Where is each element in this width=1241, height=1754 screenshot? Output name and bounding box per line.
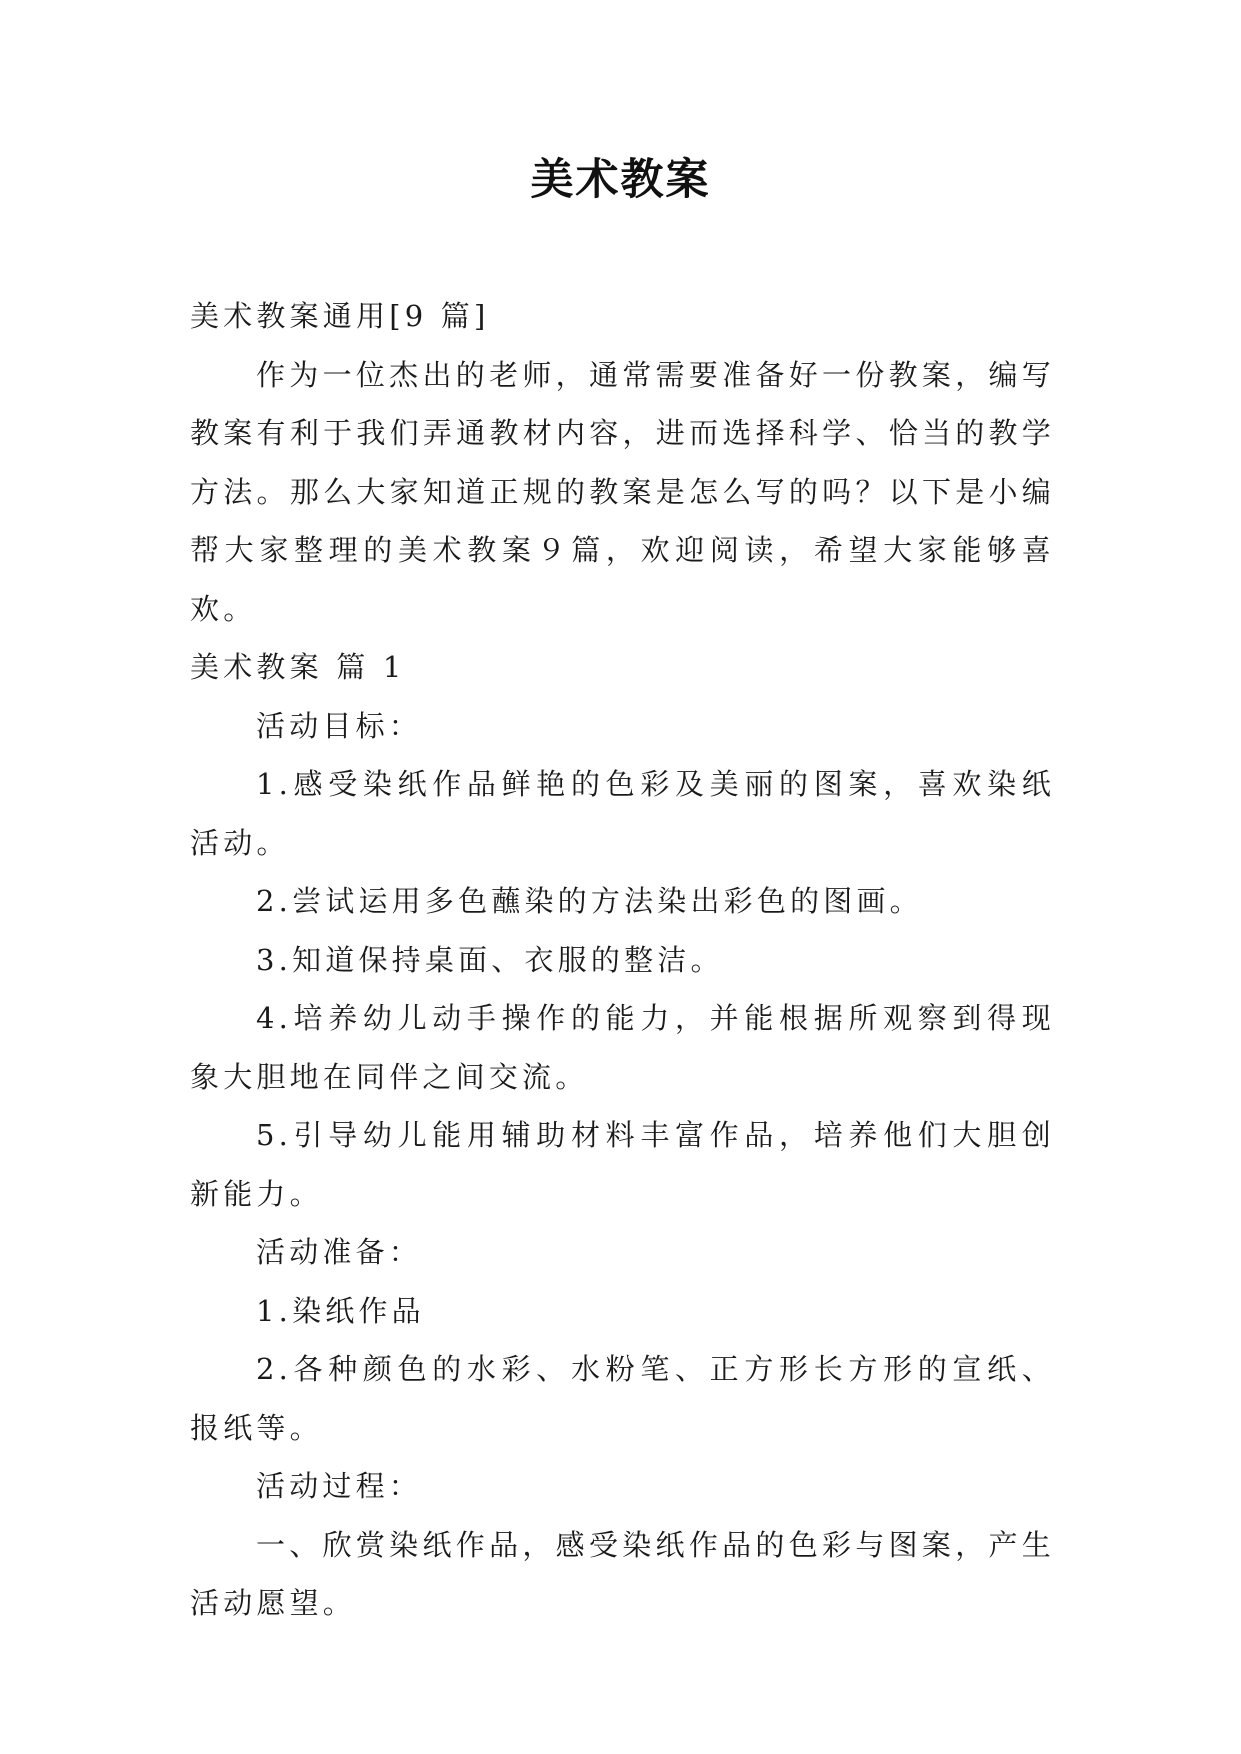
paragraph-goal-1: 1.感受染纸作品鲜艳的色彩及美丽的图案，喜欢染纸活动。 xyxy=(190,767,1055,860)
section-heading: 美术教案 篇 1 xyxy=(190,650,406,684)
paragraph-subtitle: 美术教案通用[9 篇] xyxy=(190,299,490,333)
paragraph-goal-3: 3.知道保持桌面、衣服的整洁。 xyxy=(256,942,724,977)
document-body xyxy=(190,287,1055,1633)
paragraph-goal-4: 4.培养幼儿动手操作的能力，并能根据所观察到得现象大胆地在同伴之间交流。 xyxy=(190,1001,1055,1094)
document-title: 美术教案 xyxy=(530,155,711,205)
paragraph-goal-5: 5.引导幼儿能用辅助材料丰富作品，培养他们大胆创新能力。 xyxy=(190,1118,1055,1211)
paragraph-goal-2: 2.尝试运用多色蘸染的方法染出彩色的图画。 xyxy=(256,884,923,918)
paragraph-prep-heading: 活动准备： xyxy=(256,1235,423,1269)
paragraph-process-heading: 活动过程： xyxy=(256,1469,423,1503)
paragraph-prep-1: 1.染纸作品 xyxy=(256,1293,425,1328)
paragraph-process-1: 一、欣赏染纸作品，感受染纸作品的色彩与图案，产生活动愿望。 xyxy=(190,1527,1055,1620)
paragraph-intro: 作为一位杰出的老师，通常需要准备好一份教案，编写教案有利于我们弄通教材内容，进而选择科学、恰当的教学方法。那么大家知道正规的教案是怎么写的吗？以下是小编帮大家整理的美术教案９篇，欢迎阅读，希望大家能够喜欢。 xyxy=(190,357,1055,626)
paragraph-goals-heading: 活动目标： xyxy=(256,708,423,743)
paragraph-prep-2: 2.各种颜色的水彩、水粉笔、正方形长方形的宣纸、报纸等。 xyxy=(190,1352,1055,1445)
